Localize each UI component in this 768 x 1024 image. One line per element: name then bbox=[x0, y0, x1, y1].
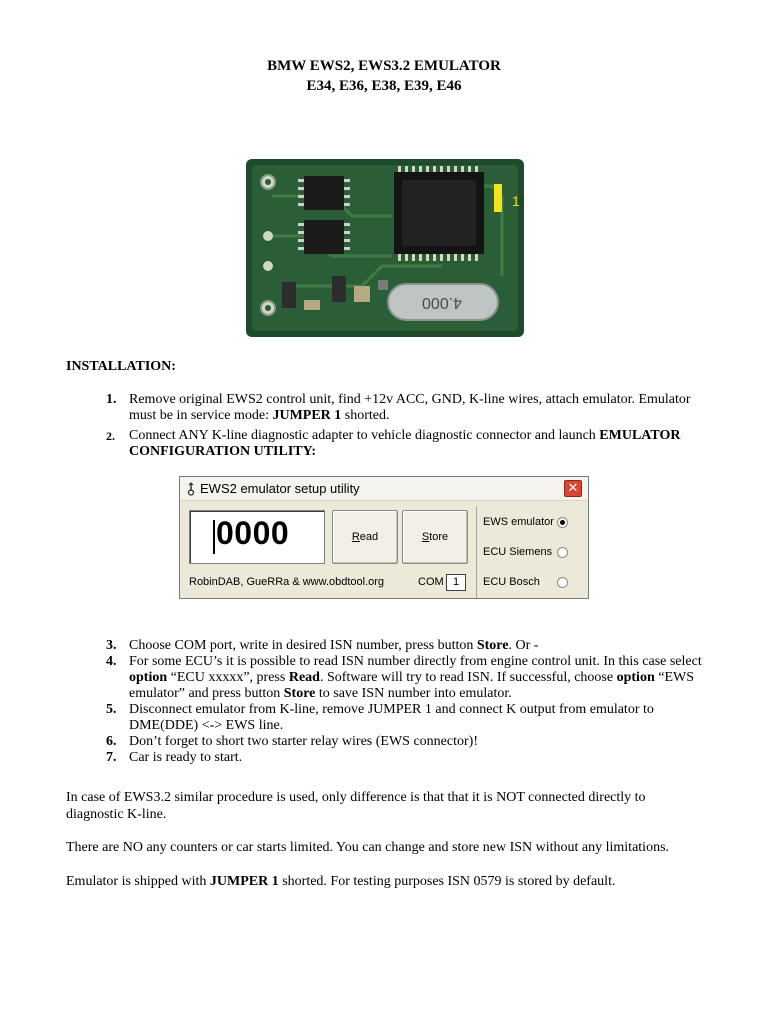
step-emphasis: option bbox=[129, 670, 168, 685]
option-label: EWS emulator bbox=[483, 516, 554, 528]
option-ecu-siemens[interactable] bbox=[483, 545, 579, 561]
list-item bbox=[106, 750, 716, 766]
step-emphasis: option bbox=[616, 670, 655, 685]
read-button[interactable] bbox=[332, 510, 398, 564]
step-emphasis: Store bbox=[476, 638, 509, 653]
option-label: ECU Bosch bbox=[483, 576, 540, 588]
step-text: shorted. bbox=[341, 408, 390, 423]
step-text: Remove original EWS2 control unit, find +12v ACC, GND, K-line wires, attach emulator. Emulator must be in service mode: bbox=[129, 392, 691, 423]
close-icon: ✕ bbox=[567, 480, 579, 495]
option-label: ECU Siemens bbox=[483, 546, 553, 558]
note-text: shorted. For testing purposes ISN 0579 is stored by default. bbox=[278, 874, 616, 889]
step-text: Don’t forget to short two starter relay wires (EWS connector)! bbox=[129, 734, 478, 749]
com-label: COM bbox=[418, 576, 444, 588]
emulator-board-photo bbox=[242, 156, 528, 340]
step-emphasis: Read bbox=[288, 670, 320, 685]
setup-utility-dialog bbox=[179, 476, 589, 599]
store-button-label: tore bbox=[429, 531, 449, 543]
installation-heading: INSTALLATION: bbox=[66, 359, 176, 374]
step-text: . Or - bbox=[508, 638, 539, 653]
jumper-label: 1 bbox=[512, 193, 520, 209]
radio-button[interactable] bbox=[557, 577, 568, 588]
dialog-titlebar[interactable] bbox=[180, 477, 588, 501]
dialog-title: EWS2 emulator setup utility bbox=[200, 481, 360, 496]
installation-steps-list-continued bbox=[106, 638, 716, 766]
list-item bbox=[106, 702, 716, 734]
read-button-accel: R bbox=[351, 531, 360, 543]
step-number: 3. bbox=[106, 638, 117, 653]
store-button[interactable] bbox=[402, 510, 468, 564]
note-emphasis: JUMPER 1 bbox=[209, 874, 279, 889]
installation-steps-list bbox=[106, 392, 716, 460]
step-text: Connect ANY K-line diagnostic adapter to vehicle diagnostic connector and launch bbox=[129, 428, 600, 443]
step-text: to save ISN number into emulator. bbox=[315, 686, 512, 701]
isn-value: 0000 bbox=[216, 515, 290, 551]
note-ews32: In case of EWS3.2 similar procedure is used, only difference is that that it is NOT connected directly to diagnostic K-line. bbox=[66, 790, 646, 822]
list-item bbox=[106, 392, 716, 424]
step-text: “EWS emulator” and press button bbox=[129, 670, 694, 701]
list-item bbox=[106, 428, 716, 460]
crystal-marking: 4.000 bbox=[421, 294, 463, 311]
step-number: 1. bbox=[106, 392, 117, 407]
read-button-label: ead bbox=[359, 531, 379, 543]
isn-input[interactable] bbox=[189, 510, 325, 564]
note-no-limits: There are NO any counters or car starts limited. You can change and store new ISN without any limitations. bbox=[66, 840, 670, 855]
document-subtitle-models: E34, E36, E38, E39, E46 bbox=[306, 78, 462, 94]
note-default-isn bbox=[66, 873, 706, 890]
radio-button[interactable] bbox=[557, 517, 568, 528]
step-text: . Software will try to read ISN. If successful, choose bbox=[319, 670, 617, 685]
note-text: Emulator is shipped with bbox=[66, 874, 210, 889]
document-title: BMW EWS2, EWS3.2 EMULATOR bbox=[267, 58, 501, 74]
text-cursor bbox=[213, 520, 215, 554]
list-item bbox=[106, 734, 716, 750]
step-text: Choose COM port, write in desired ISN number, press button bbox=[129, 638, 477, 653]
step-text: Car is ready to start. bbox=[129, 750, 243, 765]
step-text: Disconnect emulator from K-line, remove JUMPER 1 and connect K output from emulator to DME(DDE) <-> EWS line. bbox=[129, 702, 654, 733]
step-emphasis: EMULATOR CONFIGURATION UTILITY: bbox=[129, 428, 681, 459]
radio-button[interactable] bbox=[557, 547, 568, 558]
dialog-divider bbox=[476, 506, 477, 598]
step-text: “ECU xxxxx”, press bbox=[167, 670, 289, 685]
credits-text: RobinDAB, GueRRa & www.obdtool.org bbox=[189, 576, 385, 588]
emulator-pcb-image bbox=[242, 156, 528, 340]
option-ecu-bosch[interactable] bbox=[483, 575, 579, 591]
step-number: 6. bbox=[106, 734, 117, 749]
step-number: 7. bbox=[106, 750, 117, 765]
option-ews-emulator[interactable] bbox=[483, 515, 579, 531]
step-text: For some ECU’s it is possible to read ISN number directly from engine control unit. In this case select bbox=[129, 654, 702, 669]
step-number: 5. bbox=[106, 702, 117, 717]
list-item bbox=[106, 654, 716, 702]
store-button-accel: S bbox=[421, 531, 430, 543]
step-emphasis: JUMPER 1 bbox=[272, 408, 342, 423]
com-port-input[interactable]: 1 bbox=[446, 574, 466, 591]
step-emphasis: Store bbox=[283, 686, 316, 701]
close-button[interactable] bbox=[564, 480, 582, 497]
step-number: 4. bbox=[106, 654, 117, 669]
step-number: 2. bbox=[106, 429, 115, 443]
list-item bbox=[106, 638, 716, 654]
app-icon bbox=[186, 482, 196, 499]
